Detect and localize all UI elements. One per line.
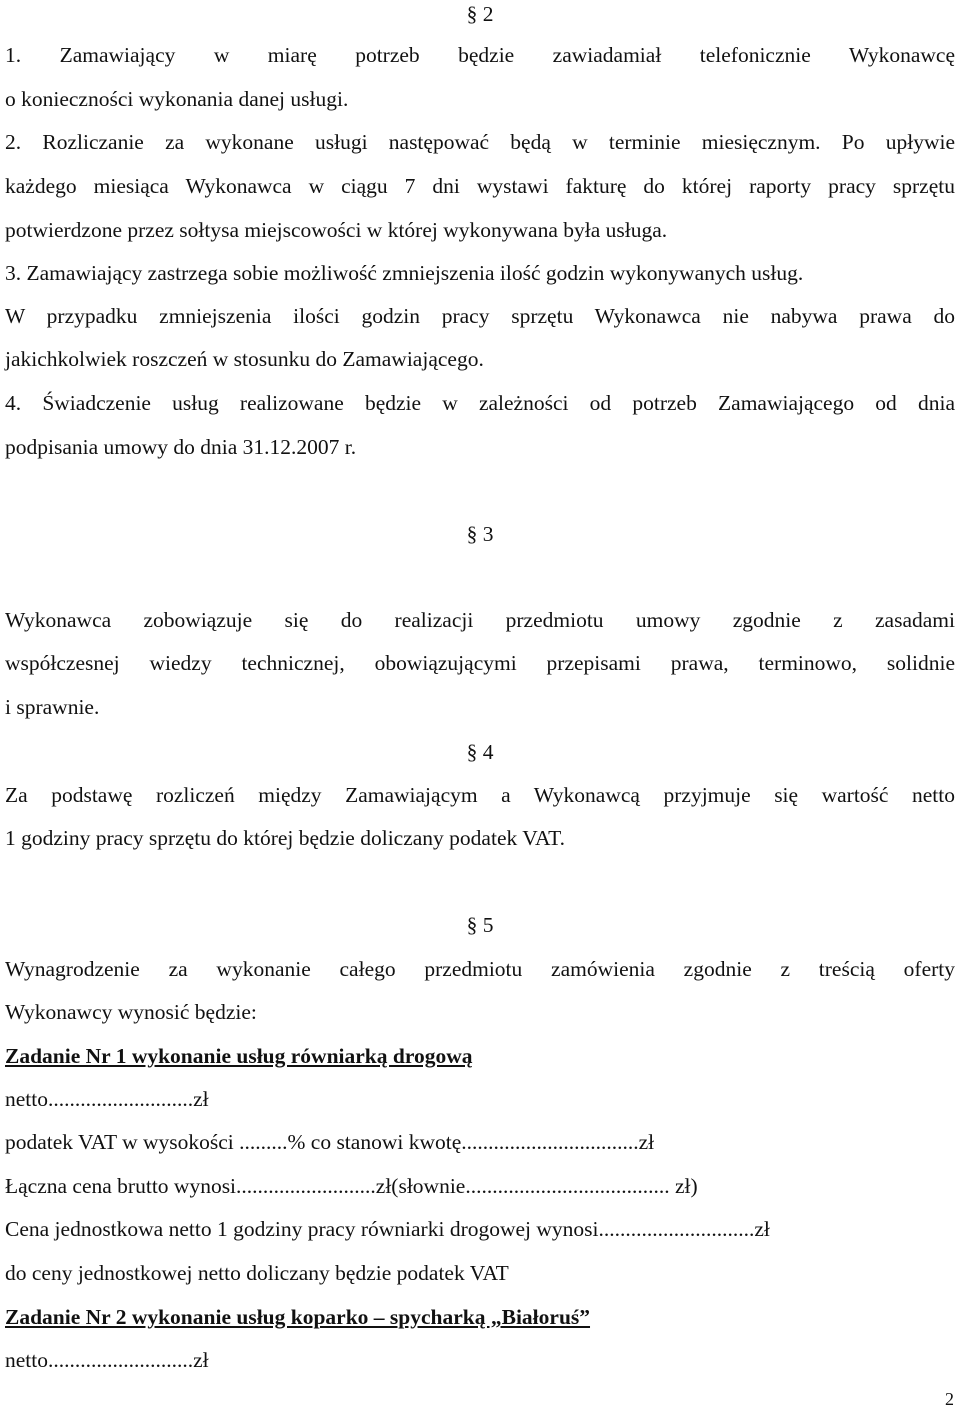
page-number: 2 bbox=[945, 1389, 954, 1409]
section-2-line-5: potwierdzone przez sołtysa miejscowości w której wykonywana była usługa. bbox=[5, 218, 668, 242]
task-2-title: Zadanie Nr 2 wykonanie usług koparko – spycharką „Białoruś” bbox=[5, 1305, 591, 1329]
task-1-line-5: do ceny jednostkowej netto doliczany będzie podatek VAT bbox=[5, 1261, 509, 1285]
task-2-line-1: netto...........................zł bbox=[5, 1348, 209, 1372]
section-5-heading: § 5 bbox=[466, 913, 494, 937]
section-3-line-1: Wykonawca zobowiązuje się do realizacji przedmiotu umowy zgodnie z zasadami bbox=[5, 608, 955, 632]
section-2-line-10: podpisania umowy do dnia 31.12.2007 r. bbox=[5, 435, 357, 459]
task-1-line-2: podatek VAT w wysokości .........% co stanowi kwotę.................................zł bbox=[5, 1130, 655, 1154]
section-2-heading: § 2 bbox=[466, 2, 494, 26]
section-2-line-4: każdego miesiąca Wykonawca w ciągu 7 dni wystawi fakturę do której raporty pracy sprzętu bbox=[5, 174, 955, 198]
section-2-line-3: 2. Rozliczanie za wykonane usługi następować będą w terminie miesięcznym. Po upływie bbox=[5, 130, 955, 154]
section-3-line-2: współczesnej wiedzy technicznej, obowiązującymi przepisami prawa, terminowo, solidnie bbox=[5, 651, 955, 675]
section-2-line-2: o konieczności wykonania danej usługi. bbox=[5, 87, 349, 111]
task-1-line-3: Łączna cena brutto wynosi..........................zł(słownie...................................... zł) bbox=[5, 1174, 698, 1198]
section-3-line-3: i sprawnie. bbox=[5, 695, 100, 719]
section-2-line-1: 1. Zamawiający w miarę potrzeb będzie zawiadamiał telefonicznie Wykonawcę bbox=[5, 43, 955, 67]
task-1-line-1: netto...........................zł bbox=[5, 1087, 209, 1111]
section-5-line-1: Wynagrodzenie za wykonanie całego przedmiotu zamówienia zgodnie z treścią oferty bbox=[5, 957, 955, 981]
section-4-line-2: 1 godziny pracy sprzętu do której będzie doliczany podatek VAT. bbox=[5, 826, 566, 850]
section-5-line-2: Wykonawcy wynosić będzie: bbox=[5, 1000, 257, 1024]
section-2-line-9: 4. Świadczenie usług realizowane będzie w zależności od potrzeb Zamawiającego od dnia bbox=[5, 391, 955, 415]
section-2-line-6: 3. Zamawiający zastrzega sobie możliwość zmniejszenia ilość godzin wykonywanych usług. bbox=[5, 261, 804, 285]
section-2-line-8: jakichkolwiek roszczeń w stosunku do Zamawiającego. bbox=[5, 347, 484, 371]
task-1-title: Zadanie Nr 1 wykonanie usług równiarką drogową bbox=[5, 1044, 473, 1068]
section-2-line-7: W przypadku zmniejszenia ilości godzin pracy sprzętu Wykonawca nie nabywa prawa do bbox=[5, 304, 955, 328]
section-4-heading: § 4 bbox=[466, 740, 494, 764]
section-4-line-1: Za podstawę rozliczeń między Zamawiającym a Wykonawcą przyjmuje się wartość netto bbox=[5, 783, 955, 807]
section-3-heading: § 3 bbox=[466, 522, 494, 546]
task-1-line-4: Cena jednostkowa netto 1 godziny pracy równiarki drogowej wynosi.............................zł bbox=[5, 1217, 770, 1241]
